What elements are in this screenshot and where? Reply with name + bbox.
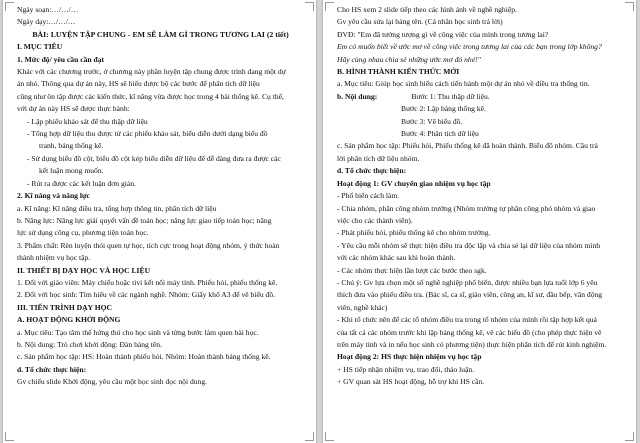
bullet-item: - Rút ra được các kết luận đơn giản. xyxy=(27,178,136,188)
step-item: Bước 4: Phân tích dữ liệu xyxy=(401,129,479,139)
crop-mark xyxy=(5,2,14,11)
bullet-item-cont: viên, nghề khác) xyxy=(337,302,388,312)
crop-mark xyxy=(5,432,14,441)
bullet-item: - Chú ý: Gv lựa chọn một số nghề nghiệp phổ biến, được nhiều bạn lựa tuổi lớp 6 yêu xyxy=(337,277,598,287)
bullet-item-cont: việc cho các thành viên). xyxy=(337,215,413,225)
crop-mark xyxy=(325,2,334,11)
crop-mark xyxy=(325,432,334,441)
section-heading: II. THIẾT BỊ DẠY HỌC VÀ HỌC LIỆU xyxy=(17,265,151,275)
italic-line: Hãy cùng nhau chia sẻ những ước mơ đó nhé!" xyxy=(337,54,481,64)
bullet-item-cont: của tất cả các nhóm trước khi lập bảng thống kê, vẽ các biểu đồ (cho phép thực hiện vẽ xyxy=(337,327,602,337)
paragraph-line: Gv chiếu slide Khởi động, yêu cầu một học sinh đọc nội dung. xyxy=(17,377,208,387)
step-item: Bước 3: Vẽ biểu đồ. xyxy=(401,116,463,126)
bullet-item-cont: thích đưa vào phiếu điều tra. (Bác sĩ, ca sĩ, giáo viên, công an, kĩ sư, đầu bếp, văn động xyxy=(337,290,603,300)
section-heading: I. MỤC TIÊU xyxy=(17,42,63,52)
paragraph-line: 3. Phẩm chất: Rèn luyện thói quen tự học, tích cực trong hoạt động nhóm, ý thức hoàn xyxy=(17,240,280,250)
crop-mark xyxy=(305,2,314,11)
bullet-item: - Các nhóm thực hiện lần lượt các bước theo sgk. xyxy=(337,265,487,275)
page-left xyxy=(3,0,316,443)
page-right xyxy=(323,0,636,443)
paragraph-line: 2. Đối với học sinh: Tìm hiểu về các ngành nghề. Nhóm: Giấy khổ A3 để vẽ biểu đồ. xyxy=(17,290,276,300)
activity-heading: A. HOẠT ĐỘNG KHỞI ĐỘNG xyxy=(17,315,121,325)
activity-heading: Hoạt động 2: HS thực hiện nhiệm vụ học tập xyxy=(337,352,482,362)
paragraph-line: Cho HS xem 2 slide tiếp theo các hình ảnh về nghề nghiệp. xyxy=(337,5,517,14)
bullet-item-cont: trên máy tính và in nếu học sinh có phương tiện) thực hiện phân tích để rút kinh nghiệm. xyxy=(337,339,607,349)
crop-mark xyxy=(625,432,634,441)
paragraph-line: thành nhiệm vụ học tập. xyxy=(17,253,91,263)
bullet-item: - Yêu cầu mỗi nhóm sẽ thực hiện điều tra độc lập và chia sẻ lại dữ liệu của nhóm mình xyxy=(337,240,601,250)
subsection-heading: d. Tổ chức thực hiện: xyxy=(337,166,407,176)
paragraph-line: cũng như ôn tập được các kiến thức, kĩ năng vừa được học trong 4 bài thống kê. Cụ thể, xyxy=(17,91,284,101)
bullet-item: + GV quan sát HS hoạt động, hỗ trợ khi HS cần. xyxy=(337,377,485,387)
paragraph-line: án nhỏ. Thông qua dự án này, HS sẽ hiểu được bộ các bước để phân tích dữ liệu xyxy=(17,79,260,89)
lesson-title: BÀI: LUYỆN TẬP CHUNG - EM SẼ LÀM GÌ TRONG TƯƠNG LAI (2 tiết) xyxy=(32,29,289,39)
bullet-item: - Lập phiếu khảo sát để thu thập dữ liệu xyxy=(27,116,148,126)
activity-heading: Hoạt động 1: GV chuyển giao nhiệm vụ học tập xyxy=(337,178,491,188)
section-heading: III. TIẾN TRÌNH DẠY HỌC xyxy=(17,302,113,312)
step-item: Bước 1: Thu thập dữ liệu. xyxy=(411,91,490,101)
date-prepared: Ngày soạn:…/…/… xyxy=(17,5,79,14)
paragraph-line: Gv yêu cầu sửa lại bảng tên. (Cá nhân học sinh trả lời) xyxy=(337,17,503,27)
bullet-item: - Phổ biến cách làm. xyxy=(337,191,400,201)
page-right-content xyxy=(337,4,624,389)
paragraph-line: với dự án này HS sẽ được thực hành: xyxy=(17,104,130,114)
content-steps-row xyxy=(337,91,624,103)
subsection-heading: 2. Kĩ năng và năng lực xyxy=(17,191,90,201)
bullet-item: - Phát phiếu hỏi, phiếu thống kê cho nhóm trưởng. xyxy=(337,228,491,238)
crop-mark xyxy=(625,2,634,11)
bullet-item: - Khi tổ chức nên để các tổ nhóm điều tra trong tổ nhóm của mình rồi tập hợp kết quả xyxy=(337,315,597,325)
paragraph-line: a. Kĩ năng: Kĩ năng điều tra, tổng hợp thông tin, phân tích dữ liệu xyxy=(17,203,217,213)
bullet-item: - Tổng hợp dữ liệu thu được từ các phiếu khảo sát, biểu diễn dưới dạng biểu đồ xyxy=(27,129,268,139)
bullet-item: - Sử dụng biểu đồ cột, biểu đồ cột kép biểu diễn dữ liệu để dễ dàng đưa ra được các xyxy=(27,153,281,163)
crop-mark xyxy=(305,432,314,441)
paragraph-line: 1. Đối với giáo viên: Máy chiếu hoặc tivi kết nối máy tính. Phiếu hỏi, phiếu thống kê. xyxy=(17,277,278,287)
bullet-item: + HS tiếp nhận nhiệm vụ, trao đổi, thảo luận. xyxy=(337,364,475,374)
activity-heading: B. HÌNH THÀNH KIẾN THỨC MỚI xyxy=(337,67,460,77)
paragraph-line: b. Năng lực: Năng lực giải quyết vấn đề toán học; năng lực giao tiếp toán học; năng xyxy=(17,215,272,225)
date-taught: Ngày dạy:…/…/… xyxy=(17,17,76,27)
paragraph-line: c. Sản phẩm học tập: HS: Hoàn thành phiếu hỏi. Nhóm: Hoàn thành bảng thống kê. xyxy=(17,352,271,362)
paragraph-line: ĐVĐ: "Em đã tưởng tượng gì về công việc của mình trong tương lai? xyxy=(337,29,549,39)
paragraph-line: lực sử dụng công cụ, phương tiện toán học. xyxy=(17,228,149,238)
bullet-item-cont: với các nhóm khác sau khi hoàn thành. xyxy=(337,253,456,263)
bullet-item-cont: kết luận mong muốn. xyxy=(39,166,104,176)
italic-line: Em có muốn biết về ước mơ về công việc trong tương lai của các bạn trong lớp không? xyxy=(337,42,602,52)
step-item: Bước 2: Lập bảng thống kê. xyxy=(401,104,486,114)
paragraph-line: c. Sản phẩm học tập: Phiếu hỏi, Phiếu thống kê đã hoàn thành. Biểu đồ nhóm. Câu trả xyxy=(337,141,598,151)
subsection-heading: 1. Mức độ/ yêu cầu cần đạt xyxy=(17,54,105,64)
paragraph-line: lời phân tích dữ liệu nhóm. xyxy=(337,153,420,163)
paragraph-line: b. Nội dung: Trò chơi khởi động: Đàn bảng tên. xyxy=(17,339,162,349)
bullet-item: - Chia nhóm, phân công nhóm trưởng (Nhóm trưởng tự phân công phó nhóm và giao xyxy=(337,203,596,213)
content-label: b. Nội dung: xyxy=(337,91,378,101)
subsection-heading: d. Tổ chức thực hiện: xyxy=(17,364,87,374)
bullet-item-cont: tranh, bảng thống kê. xyxy=(39,141,104,151)
paragraph-line: a. Mục tiêu: Tạo tâm thế hứng thú cho học sinh và từng bước làm quen bài học. xyxy=(17,327,259,337)
paragraph-line: Khác với các chương trước, ở chương này phần luyện tập chung được trình đang một dự xyxy=(17,67,286,77)
paragraph-line: a. Mục tiêu: Giúp học sinh hiểu cách tiến hành một dự án nhỏ về điều tra thống tin. xyxy=(337,79,590,89)
page-left-content xyxy=(17,4,304,389)
